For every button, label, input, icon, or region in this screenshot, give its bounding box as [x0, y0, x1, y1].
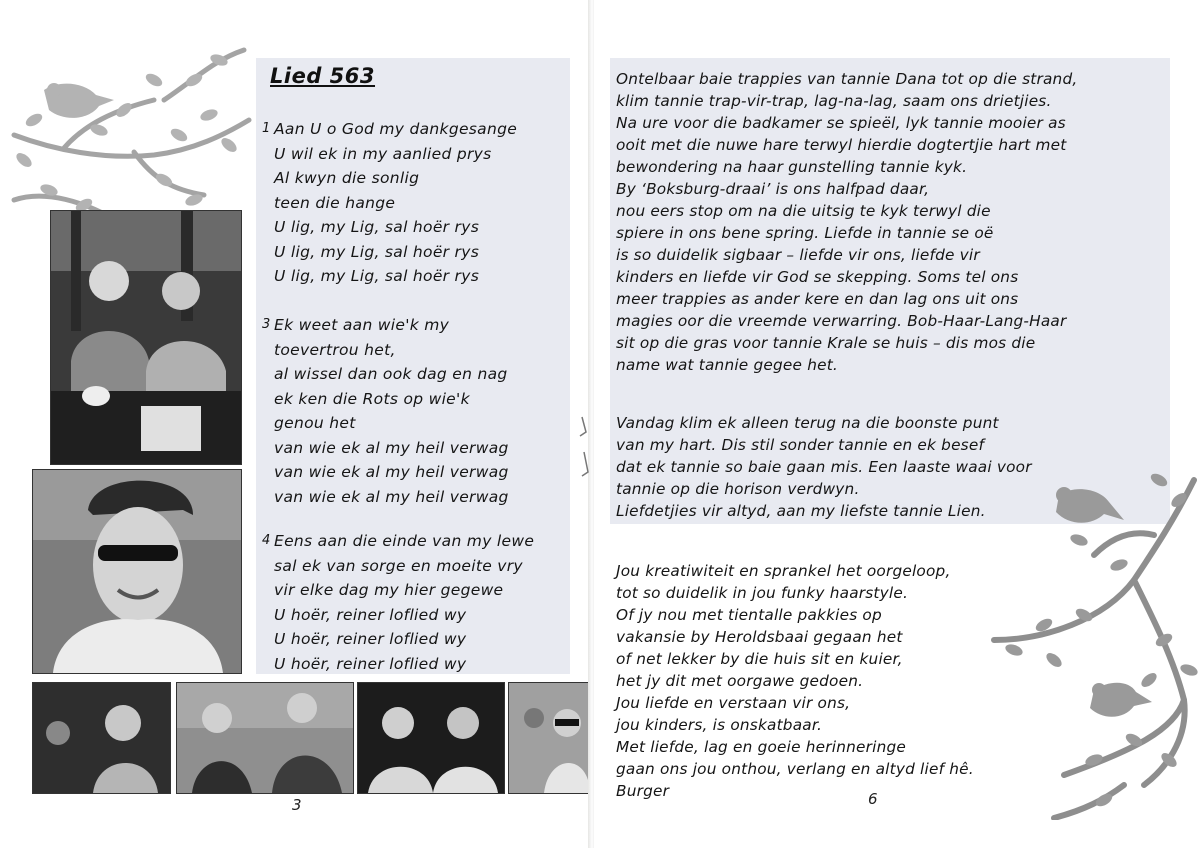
- hymn-verse-1: [260, 117, 570, 289]
- hymn-line: [260, 215, 570, 240]
- memory-paragraph-1: [616, 68, 1077, 376]
- text-line: Jou kreatiwiteit en sprankel het oorgeloop,: [616, 562, 951, 580]
- page-number-right: 6: [868, 790, 878, 808]
- hymn-line: [260, 578, 570, 603]
- text-line: bewondering na haar gunstelling tannie kyk.: [616, 158, 968, 176]
- hymn-line-text: van wie ek al my heil verwag: [274, 463, 509, 481]
- hymn-line: [260, 387, 570, 412]
- hymn-line-text: teen die hange: [274, 193, 396, 212]
- hymn-line: [260, 603, 570, 628]
- hymn-line: [260, 166, 570, 191]
- hymn-line: [260, 142, 570, 167]
- hymn-line: [260, 460, 570, 485]
- hymn-line-text: U hoër, reiner loflied wy: [274, 654, 467, 673]
- hymn-verse-3: [260, 313, 570, 509]
- hymn-line: [260, 240, 570, 265]
- text-line: Na ure voor die badkamer se spieël, lyk tannie mooier as: [616, 114, 1066, 132]
- text-line: Ontelbaar baie trappies van tannie Dana tot op die strand,: [616, 70, 1078, 88]
- text-line: of net lekker by die huis sit en kuier,: [616, 650, 903, 668]
- photo-bottom-2: [176, 682, 354, 794]
- text-line: kinders en liefde vir God se skepping. Soms tel ons: [616, 268, 1019, 286]
- text-line: By ‘Boksburg-draai’ is ons halfpad daar,: [616, 180, 930, 198]
- text-line: sit op die gras voor tannie Krale se huis – dis mos die: [616, 334, 1036, 352]
- text-line: dat ek tannie so baie gaan mis. Een laaste waai voor: [616, 458, 1032, 476]
- text-line: Jou liefde en verstaan vir ons,: [616, 694, 851, 712]
- photo-bottom-1: [32, 682, 171, 794]
- hymn-line: [260, 338, 570, 363]
- text-line: jou kinders, is onskatbaar.: [616, 716, 823, 734]
- text-line: van my hart. Dis stil sonder tannie en ek besef: [616, 436, 985, 454]
- text-line: meer trappies as ander kere en dan lag ons uit ons: [616, 290, 1019, 308]
- verse-number: 1: [262, 121, 271, 136]
- photo-bottom-3: [357, 682, 505, 794]
- text-line: klim tannie trap-vir-trap, lag-na-lag, saam ons drietjies.: [616, 92, 1052, 110]
- hymn-line-text: Al kwyn die sonlig: [274, 169, 420, 187]
- hymn-line-text: vir elke dag my hier gegewe: [274, 581, 504, 599]
- hymn-line-text: sal ek van sorge en moeite vry: [274, 556, 523, 575]
- text-line: gaan ons jou onthou, verlang en altyd lief hê.: [616, 760, 974, 778]
- photo-two-women-cafe: [50, 210, 242, 465]
- text-line: name wat tannie gegee het.: [616, 356, 838, 374]
- hymn-line-text: al wissel dan ook dag en nag: [274, 365, 508, 383]
- right-page: [594, 0, 1200, 848]
- hymn-line: [260, 191, 570, 216]
- text-line: Of jy nou met tientalle pakkies op: [616, 606, 882, 624]
- tribute-paragraph: [616, 560, 974, 802]
- hymn-line: [260, 362, 570, 387]
- text-line: is so duidelik sigbaar – liefde vir ons, liefde vir: [616, 246, 980, 264]
- hymn-line: [260, 436, 570, 461]
- memory-paragraph-2: [616, 412, 1032, 522]
- hymn-line-text: U lig, my Lig, sal hoër rys: [274, 267, 480, 285]
- text-line: vakansie by Heroldsbaai gegaan het: [616, 628, 903, 646]
- text-line: nou eers stop om na die uitsig te kyk terwyl die: [616, 202, 991, 220]
- hymn-line: [260, 529, 570, 554]
- text-line: tannie op die horison verdwyn.: [616, 480, 860, 498]
- text-line: het jy dit met oorgawe gedoen.: [616, 672, 864, 690]
- hymn-line-text: genou het: [274, 414, 356, 432]
- hymn-line: [260, 411, 570, 436]
- text-line: ooit met die nuwe hare terwyl hierdie dogtertjie hart met: [616, 136, 1067, 154]
- hymn-line: [260, 117, 570, 142]
- hymn-verse-4: [260, 529, 570, 676]
- hymn-line-text: Ek weet aan wie'k my: [274, 316, 450, 334]
- hymn-line-text: U wil ek in my aanlied prys: [274, 144, 492, 163]
- page-number-left: 3: [292, 796, 302, 814]
- hymn-line: [260, 313, 570, 338]
- verse-number: 4: [262, 533, 271, 548]
- text-line: Met liefde, lag en goeie herinneringe: [616, 738, 906, 756]
- text-line: tot so duidelik in jou funky haarstyle.: [616, 584, 909, 602]
- hymn-line: [260, 627, 570, 652]
- hymn-line-text: Eens aan die einde van my lewe: [274, 532, 535, 550]
- hymn-line-text: Aan U o God my dankgesange: [274, 120, 518, 138]
- hymn-line-text: U hoër, reiner loflied wy: [274, 605, 467, 624]
- photo-bottom-4: [508, 682, 590, 794]
- text-line: magies oor die vreemde verwarring. Bob-Haar-Lang-Haar: [616, 312, 1067, 330]
- hymn-title: Lied 563: [270, 64, 376, 88]
- hymn-line-text: toevertrou het,: [274, 340, 396, 359]
- hymn-line: [260, 485, 570, 510]
- hymn-line: [260, 652, 570, 677]
- left-page: [0, 0, 590, 848]
- bird-branch-decoration-right: [984, 440, 1200, 820]
- text-line: Vandag klim ek alleen terug na die boonste punt: [616, 414, 999, 432]
- text-line: Burger: [616, 782, 670, 800]
- text-line: spiere in ons bene spring. Liefde in tannie se oë: [616, 224, 994, 242]
- hymn-line-text: van wie ek al my heil verwag: [274, 487, 509, 506]
- hymn-line: [260, 264, 570, 289]
- hymn-line-text: U lig, my Lig, sal hoër rys: [274, 242, 480, 261]
- hymn-line-text: van wie ek al my heil verwag: [274, 438, 509, 457]
- hymn-line-text: U lig, my Lig, sal hoër rys: [274, 218, 480, 236]
- hymn-line-text: ek ken die Rots op wie'k: [274, 389, 470, 408]
- photo-woman-sunglasses: [32, 469, 242, 674]
- hymn-line: [260, 554, 570, 579]
- hymn-line-text: U hoër, reiner loflied wy: [274, 630, 467, 648]
- text-line: Liefdetjies vir altyd, aan my liefste tannie Lien.: [616, 502, 986, 520]
- verse-number: 3: [262, 317, 271, 332]
